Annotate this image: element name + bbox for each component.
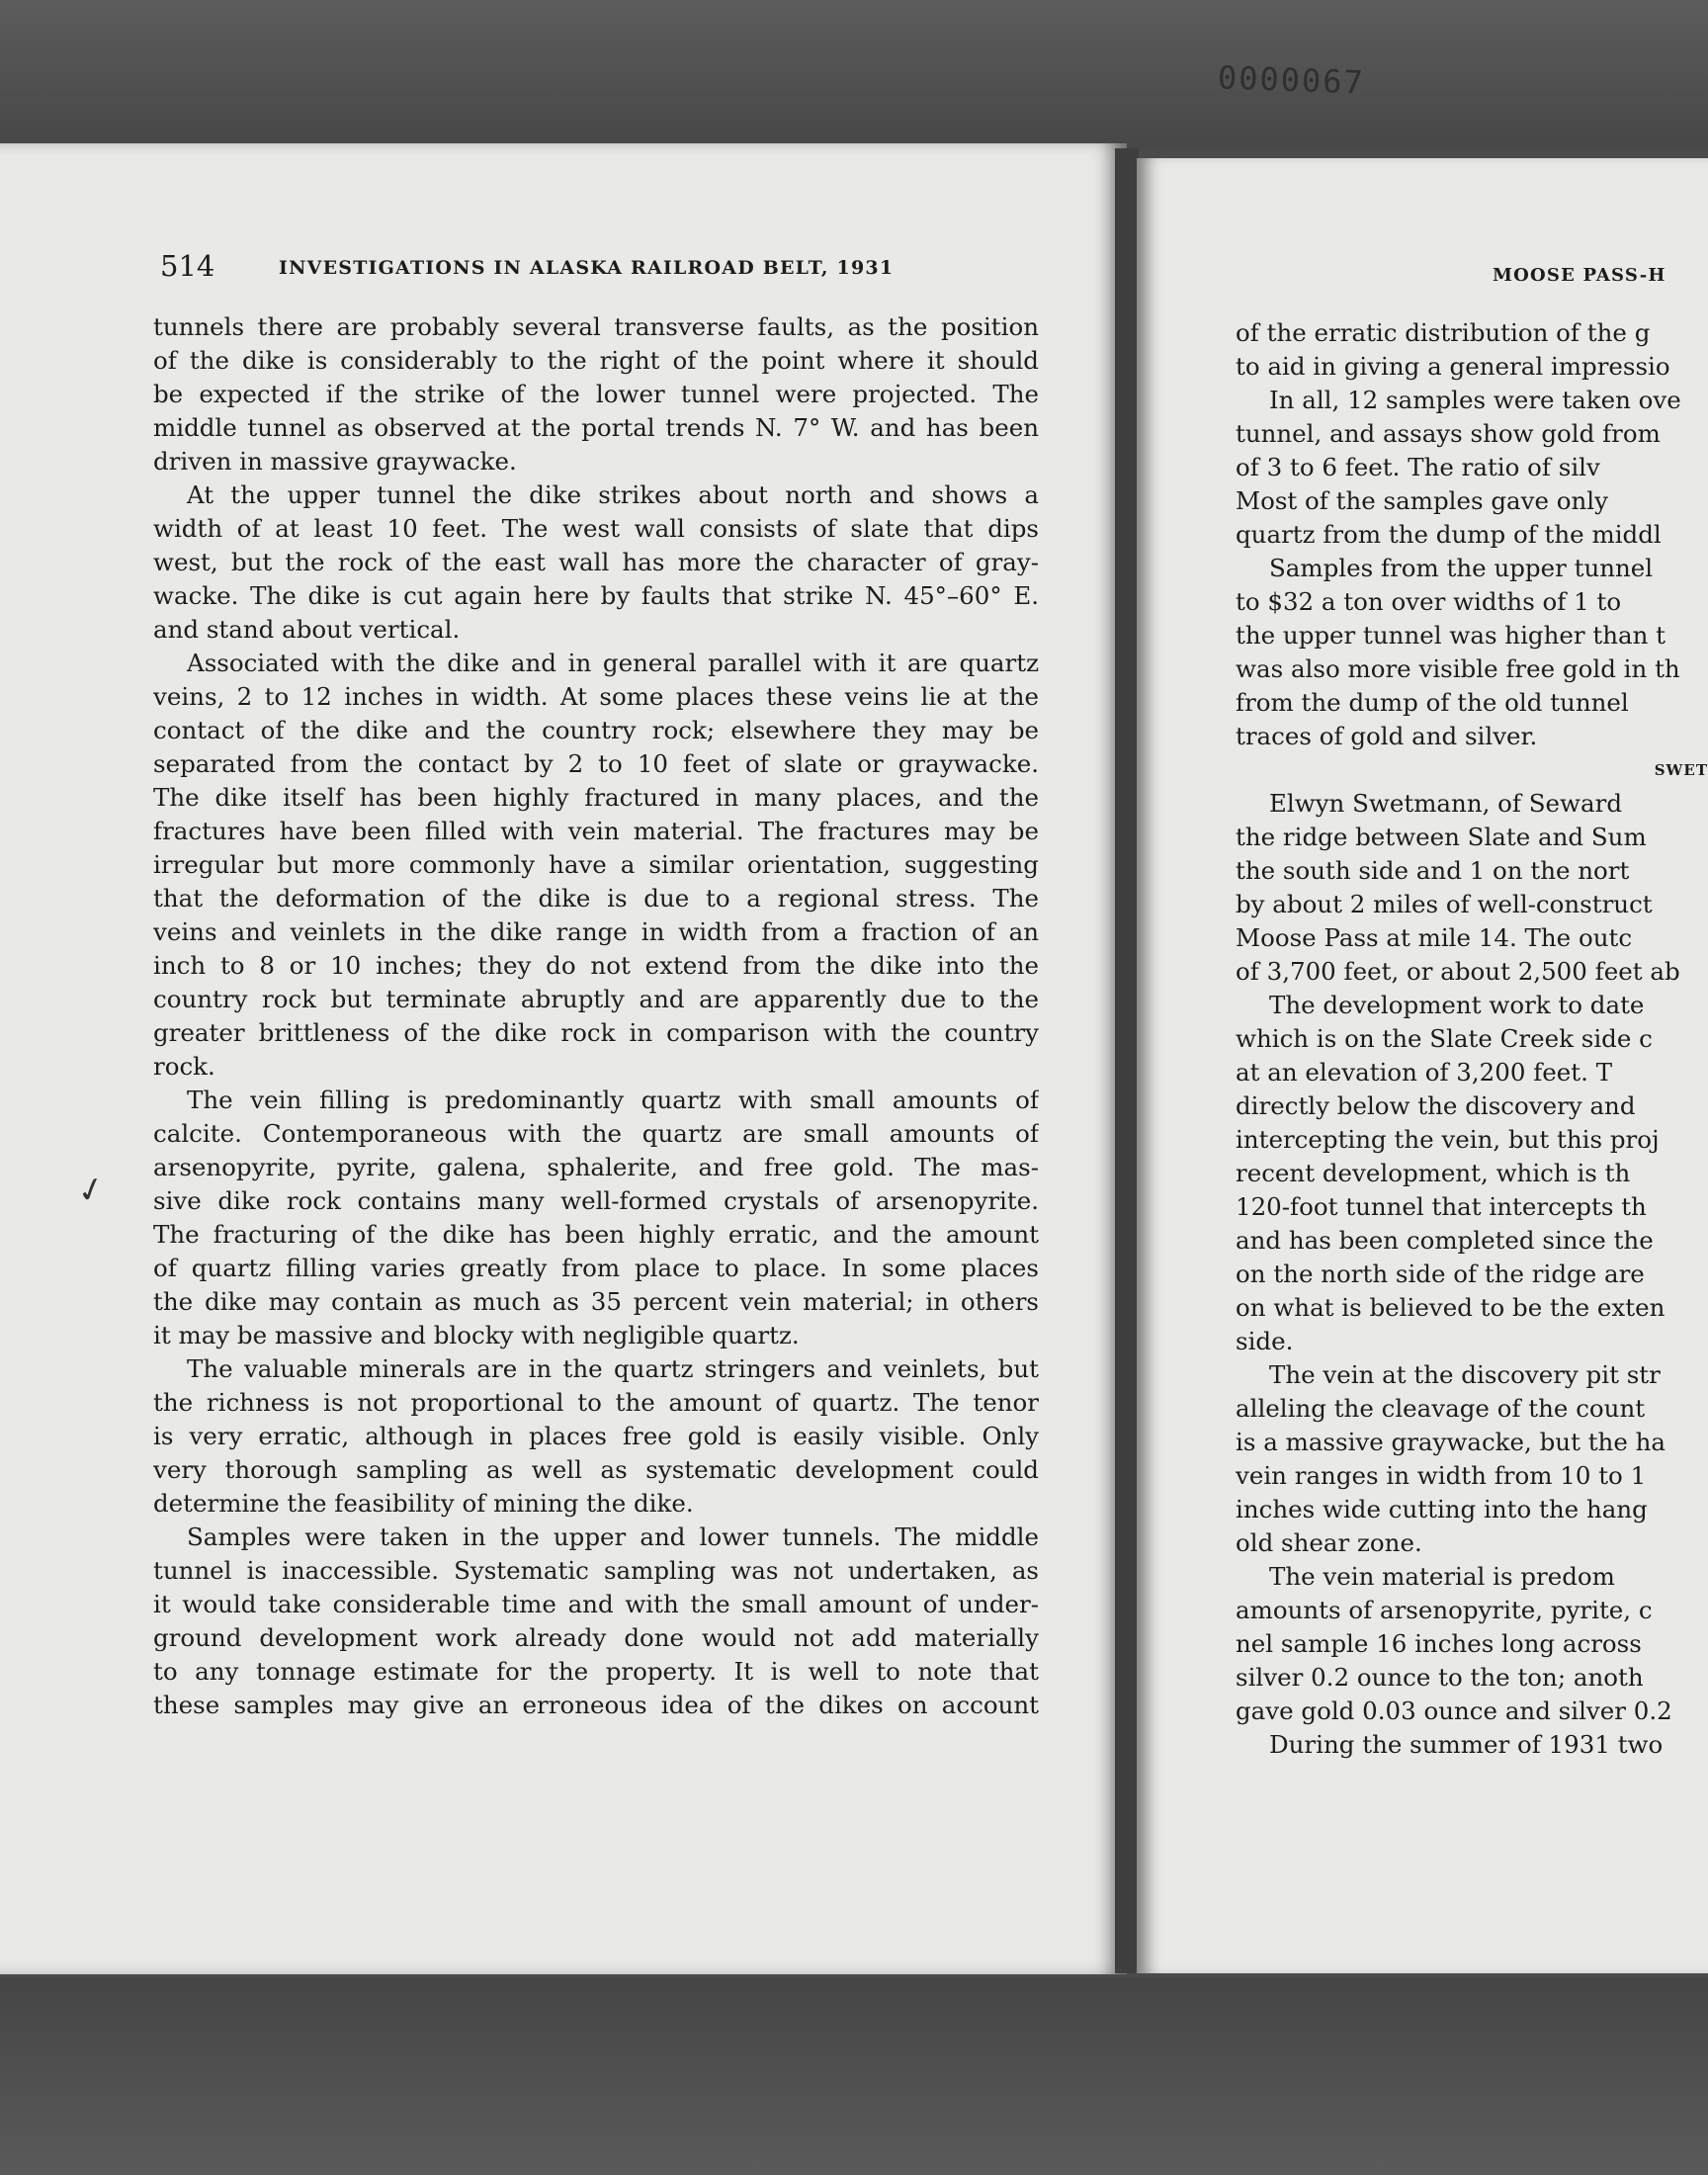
left-page-text-line: driven in massive graywacke. [153,447,517,476]
left-page-text-line: it would take considerable time and with the small amount of under- [153,1590,1039,1618]
running-head-right: MOOSE PASS-H [1493,265,1666,286]
left-page-text-line: veins, 2 to 12 inches in width. At some places these veins lie at the [153,682,1039,711]
left-page-text-line: separated from the contact by 2 to 10 feet of slate or graywacke. [153,749,1039,778]
right-page-text-line: of 3 to 6 feet. The ratio of silv [1236,453,1600,481]
left-page-text-line: Associated with the dike and in general parallel with it are quartz [187,649,1039,677]
left-page-text-line: the dike may contain as much as 35 percent vein material; in others [153,1287,1039,1316]
left-page-text-line: sive dike rock contains many well-formed crystals of arsenopyrite. [153,1186,1039,1215]
stamp-number: 0000067 [1217,58,1366,102]
right-page-text-line: Moose Pass at mile 14. The outc [1236,923,1633,952]
right-page-text-line: at an elevation of 3,200 feet. T [1236,1058,1613,1087]
left-page-text-line: The fracturing of the dike has been highly erratic, and the amount [153,1220,1039,1249]
left-page-text-line: Samples were taken in the upper and lower tunnels. The middle [187,1522,1039,1551]
right-page-text-line: of the erratic distribution of the g [1236,318,1651,347]
left-page-text-line: be expected if the strike of the lower tunnel were projected. The [153,380,1039,408]
right-page-text-line: The vein at the discovery pit str [1269,1360,1661,1389]
margin-check-mark: ✓ [72,1167,111,1214]
right-page-text-line: The vein material is predom [1269,1562,1615,1591]
right-page-text-line: nel sample 16 inches long across [1236,1629,1642,1658]
running-head-left: INVESTIGATIONS IN ALASKA RAILROAD BELT, 1931 [279,257,895,279]
left-page-text-line: width of at least 10 feet. The west wall consists of slate that dips [153,514,1039,543]
right-page-text-line: the ridge between Slate and Sum [1236,823,1647,851]
left-page-text-line: to any tonnage estimate for the property. It is well to note that [153,1657,1039,1686]
left-page-header [160,249,1050,289]
left-page-text-line: these samples may give an erroneous idea of the dikes on account [153,1691,1039,1719]
right-page-text-line: directly below the discovery and [1236,1091,1636,1120]
left-page-text-line: determine the feasibility of mining the dike. [153,1489,694,1518]
left-page-text-line: calcite. Contemporaneous with the quartz are small amounts of [153,1119,1039,1148]
right-page-text-line: to $32 a ton over widths of 1 to [1236,587,1622,616]
left-page-text-line: contact of the dike and the country rock; elsewhere they may be [153,716,1039,744]
left-page-text-line: tunnels there are probably several transverse faults, as the position [153,312,1039,341]
right-page-text-line: 120-foot tunnel that intercepts th [1236,1192,1647,1221]
right-page-text-line: gave gold 0.03 ounce and silver 0.2 [1236,1696,1672,1725]
left-page-text-line: The vein filling is predominantly quartz with small amounts of [187,1086,1039,1114]
book-gutter [1115,148,1139,1973]
page-number: 514 [160,249,215,283]
left-page-text-line: very thorough sampling as well as systematic development could [153,1455,1039,1484]
right-page-text-line: on the north side of the ridge are [1236,1260,1645,1288]
right-page-text-line: Samples from the upper tunnel [1269,554,1654,582]
left-page-text-line: of the dike is considerably to the right of the point where it should [153,346,1039,375]
right-page-text-line: alleling the cleavage of the count [1236,1394,1646,1423]
right-page-body [1236,316,1708,1762]
left-page-text-line: west, but the rock of the east wall has more the character of gray- [153,548,1039,576]
left-page-text-line: of quartz filling varies greatly from place to place. In some places [153,1254,1039,1282]
right-page-text-line: the south side and 1 on the nort [1236,856,1630,885]
right-page-text-line: The development work to date [1269,991,1645,1019]
right-page-text-line: was also more visible free gold in th [1236,654,1680,683]
left-page-text-line: ground development work already done would not add materially [153,1623,1039,1652]
left-page-text-line: is very erratic, although in places free gold is easily visible. Only [153,1422,1039,1450]
scan-background-bottom [0,1977,1708,2175]
left-page-text-line: rock. [153,1052,215,1081]
right-page-text-line: which is on the Slate Creek side c [1236,1024,1653,1053]
left-page-text-line: arsenopyrite, pyrite, galena, sphalerite, and free gold. The mas- [153,1153,1039,1181]
right-page-text-line: and has been completed since the [1236,1226,1654,1255]
right-page-text-line: quartz from the dump of the middl [1236,520,1662,549]
right-page-text-line: by about 2 miles of well-construct [1236,890,1653,918]
left-page-text-line: that the deformation of the dike is due to a regional stress. The [153,884,1039,913]
right-page-text-line: intercepting the vein, but this proj [1236,1125,1660,1154]
right-page-text-line: side. [1236,1327,1294,1355]
right-page-text-line: on what is believed to be the exten [1236,1293,1665,1322]
left-page-text-line: inch to 8 or 10 inches; they do not extend from the dike into the [153,951,1039,980]
right-page-text-line: traces of gold and silver. [1236,722,1538,750]
right-page-text-line: During the summer of 1931 two [1269,1730,1664,1759]
right-page-text-line: of 3,700 feet, or about 2,500 feet ab [1236,957,1680,986]
left-page-text-line: it may be massive and blocky with negligible quartz. [153,1321,800,1349]
left-page-text-line: the richness is not proportional to the amount of quartz. The tenor [153,1388,1039,1417]
right-page-text-line: silver 0.2 ounce to the ton; anoth [1236,1663,1644,1692]
left-page-text-line: and stand about vertical. [153,615,461,644]
right-page-text-line: vein ranges in width from 10 to 1 [1236,1461,1647,1490]
left-page-text-line: irregular but more commonly have a similar orientation, suggesting [153,850,1039,879]
left-page-text-line: At the upper tunnel the dike strikes about north and shows a [187,480,1039,509]
right-page-text-line: old shear zone. [1236,1528,1422,1557]
left-page-text-line: fractures have been filled with vein material. The fractures may be [153,817,1039,845]
right-page-text-line: inches wide cutting into the hang [1236,1495,1648,1523]
scan-background-top [0,0,1708,148]
left-page-text-line: country rock but terminate abruptly and are apparently due to the [153,985,1039,1013]
right-page-text-line: from the dump of the old tunnel [1236,688,1629,717]
right-page-text-line: tunnel, and assays show gold from [1236,419,1661,448]
right-page-text-line: to aid in giving a general impressio [1236,352,1670,381]
left-page-text-line: tunnel is inaccessible. Systematic sampling was not undertaken, as [153,1556,1039,1585]
right-page-text-line: Most of the samples gave only [1236,486,1608,515]
right-page-text-line: the upper tunnel was higher than t [1236,621,1666,650]
left-page-text-line: The dike itself has been highly fractured in many places, and the [153,783,1039,812]
right-page-text-line: SWET [1654,761,1708,779]
left-page-text-line: The valuable minerals are in the quartz stringers and veinlets, but [187,1354,1039,1383]
right-page-text-line: amounts of arsenopyrite, pyrite, c [1236,1596,1653,1624]
left-page-body [153,310,1039,1722]
right-page-text-line: is a massive graywacke, but the ha [1236,1428,1665,1456]
right-page-text-line: recent development, which is th [1236,1159,1631,1187]
right-page-text-line: In all, 12 samples were taken ove [1269,386,1681,414]
left-page-text-line: greater brittleness of the dike rock in comparison with the country [153,1018,1039,1047]
left-page-text-line: wacke. The dike is cut again here by faults that strike N. 45°–60° E. [153,581,1039,610]
left-page-text-line: veins and veinlets in the dike range in width from a fraction of an [153,917,1039,946]
left-page-text-line: middle tunnel as observed at the portal trends N. 7° W. and has been [153,413,1039,442]
right-page-text-line: Elwyn Swetmann, of Seward [1269,789,1623,818]
